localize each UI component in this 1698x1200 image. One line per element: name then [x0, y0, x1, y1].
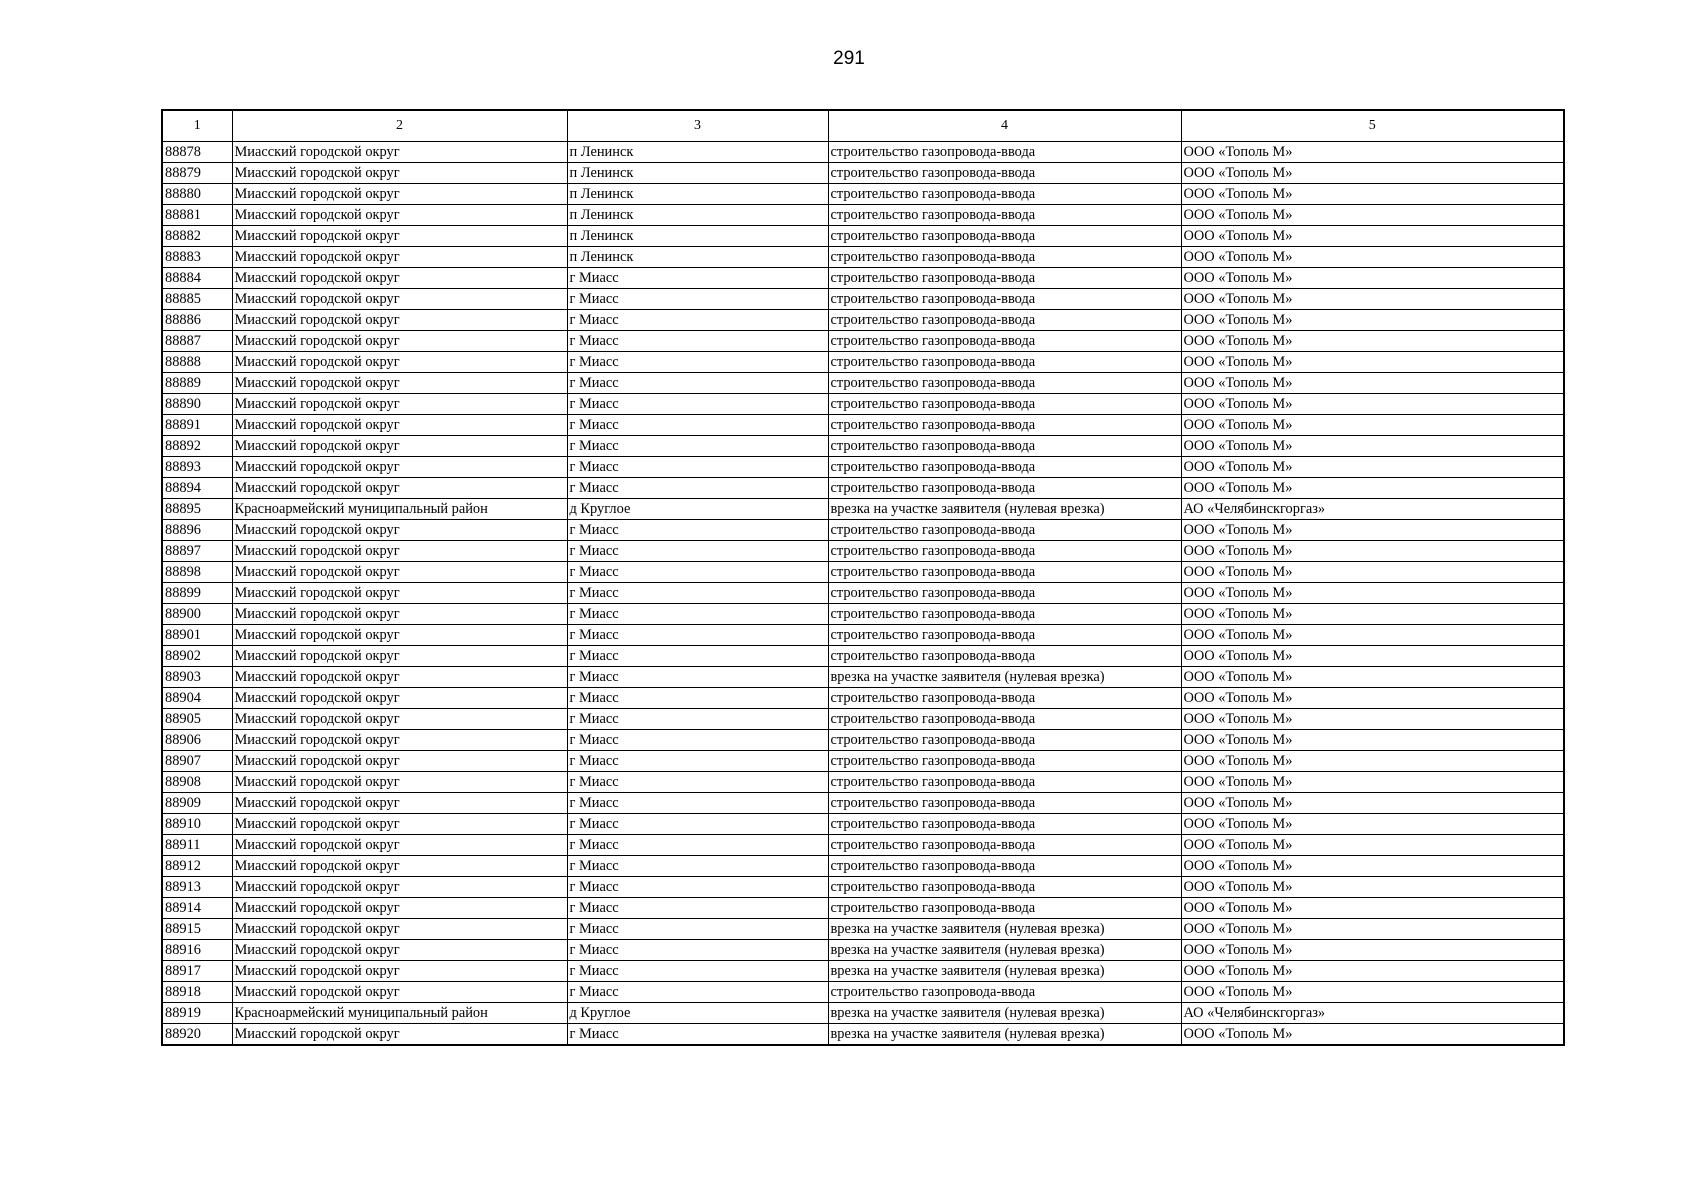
- settlement-cell: д Круглое: [567, 1003, 828, 1024]
- table-row: [162, 667, 1564, 688]
- settlement-cell: г Миасс: [567, 457, 828, 478]
- work-type-cell: врезка на участке заявителя (нулевая врезка): [828, 1024, 1181, 1046]
- table-row: [162, 520, 1564, 541]
- municipality-cell: Миасский городской округ: [232, 205, 567, 226]
- municipality-cell: Миасский городской округ: [232, 856, 567, 877]
- organization-cell: ООО «Тополь М»: [1181, 772, 1564, 793]
- table-row: [162, 184, 1564, 205]
- row-number-cell: 88917: [162, 961, 232, 982]
- settlement-cell: г Миасс: [567, 940, 828, 961]
- row-number-cell: 88886: [162, 310, 232, 331]
- organization-cell: ООО «Тополь М»: [1181, 814, 1564, 835]
- organization-cell: ООО «Тополь М»: [1181, 793, 1564, 814]
- organization-cell: ООО «Тополь М»: [1181, 583, 1564, 604]
- table-row: [162, 940, 1564, 961]
- organization-cell: ООО «Тополь М»: [1181, 310, 1564, 331]
- organization-cell: ООО «Тополь М»: [1181, 541, 1564, 562]
- work-type-cell: строительство газопровода-ввода: [828, 751, 1181, 772]
- organization-cell: ООО «Тополь М»: [1181, 982, 1564, 1003]
- settlement-cell: г Миасс: [567, 898, 828, 919]
- work-type-cell: строительство газопровода-ввода: [828, 520, 1181, 541]
- column-header-3: 3: [567, 110, 828, 142]
- settlement-cell: г Миасс: [567, 814, 828, 835]
- organization-cell: ООО «Тополь М»: [1181, 352, 1564, 373]
- work-type-cell: строительство газопровода-ввода: [828, 814, 1181, 835]
- row-number-cell: 88882: [162, 226, 232, 247]
- municipality-cell: Миасский городской округ: [232, 877, 567, 898]
- settlement-cell: г Миасс: [567, 289, 828, 310]
- municipality-cell: Миасский городской округ: [232, 793, 567, 814]
- organization-cell: ООО «Тополь М»: [1181, 457, 1564, 478]
- municipality-cell: Миасский городской округ: [232, 709, 567, 730]
- data-table: [161, 109, 1565, 1046]
- organization-cell: ООО «Тополь М»: [1181, 835, 1564, 856]
- row-number-cell: 88907: [162, 751, 232, 772]
- organization-cell: ООО «Тополь М»: [1181, 205, 1564, 226]
- table-row: [162, 352, 1564, 373]
- settlement-cell: п Ленинск: [567, 226, 828, 247]
- row-number-cell: 88893: [162, 457, 232, 478]
- work-type-cell: строительство газопровода-ввода: [828, 226, 1181, 247]
- settlement-cell: г Миасс: [567, 352, 828, 373]
- row-number-cell: 88879: [162, 163, 232, 184]
- table-row: [162, 1003, 1564, 1024]
- work-type-cell: строительство газопровода-ввода: [828, 415, 1181, 436]
- work-type-cell: строительство газопровода-ввода: [828, 604, 1181, 625]
- settlement-cell: г Миасс: [567, 478, 828, 499]
- municipality-cell: Миасский городской округ: [232, 898, 567, 919]
- municipality-cell: Миасский городской округ: [232, 436, 567, 457]
- municipality-cell: Миасский городской округ: [232, 415, 567, 436]
- municipality-cell: Миасский городской округ: [232, 772, 567, 793]
- work-type-cell: строительство газопровода-ввода: [828, 625, 1181, 646]
- municipality-cell: Красноармейский муниципальный район: [232, 499, 567, 520]
- row-number-cell: 88915: [162, 919, 232, 940]
- municipality-cell: Красноармейский муниципальный район: [232, 1003, 567, 1024]
- page-number: 291: [833, 48, 865, 69]
- municipality-cell: Миасский городской округ: [232, 751, 567, 772]
- settlement-cell: г Миасс: [567, 415, 828, 436]
- row-number-cell: 88892: [162, 436, 232, 457]
- row-number-cell: 88899: [162, 583, 232, 604]
- table-body: [162, 142, 1564, 1046]
- row-number-cell: 88905: [162, 709, 232, 730]
- organization-cell: АО «Челябинскгоргаз»: [1181, 499, 1564, 520]
- row-number-cell: 88906: [162, 730, 232, 751]
- settlement-cell: г Миасс: [567, 793, 828, 814]
- column-header-4: 4: [828, 110, 1181, 142]
- table-row: [162, 268, 1564, 289]
- work-type-cell: строительство газопровода-ввода: [828, 877, 1181, 898]
- work-type-cell: строительство газопровода-ввода: [828, 982, 1181, 1003]
- organization-cell: ООО «Тополь М»: [1181, 142, 1564, 163]
- municipality-cell: Миасский городской округ: [232, 1024, 567, 1046]
- organization-cell: ООО «Тополь М»: [1181, 163, 1564, 184]
- work-type-cell: строительство газопровода-ввода: [828, 142, 1181, 163]
- table-row: [162, 562, 1564, 583]
- municipality-cell: Миасский городской округ: [232, 667, 567, 688]
- municipality-cell: Миасский городской округ: [232, 268, 567, 289]
- work-type-cell: строительство газопровода-ввода: [828, 184, 1181, 205]
- row-number-cell: 88895: [162, 499, 232, 520]
- row-number-cell: 88880: [162, 184, 232, 205]
- row-number-cell: 88887: [162, 331, 232, 352]
- organization-cell: ООО «Тополь М»: [1181, 919, 1564, 940]
- settlement-cell: г Миасс: [567, 436, 828, 457]
- row-number-cell: 88898: [162, 562, 232, 583]
- table-row: [162, 856, 1564, 877]
- row-number-cell: 88902: [162, 646, 232, 667]
- work-type-cell: строительство газопровода-ввода: [828, 478, 1181, 499]
- organization-cell: ООО «Тополь М»: [1181, 415, 1564, 436]
- organization-cell: ООО «Тополь М»: [1181, 331, 1564, 352]
- table-row: [162, 919, 1564, 940]
- municipality-cell: Миасский городской округ: [232, 289, 567, 310]
- table-row: [162, 478, 1564, 499]
- work-type-cell: строительство газопровода-ввода: [828, 436, 1181, 457]
- row-number-cell: 88878: [162, 142, 232, 163]
- work-type-cell: строительство газопровода-ввода: [828, 772, 1181, 793]
- table-row: [162, 415, 1564, 436]
- row-number-cell: 88908: [162, 772, 232, 793]
- column-header-2: 2: [232, 110, 567, 142]
- row-number-cell: 88914: [162, 898, 232, 919]
- settlement-cell: г Миасс: [567, 709, 828, 730]
- work-type-cell: строительство газопровода-ввода: [828, 709, 1181, 730]
- organization-cell: ООО «Тополь М»: [1181, 520, 1564, 541]
- organization-cell: ООО «Тополь М»: [1181, 961, 1564, 982]
- organization-cell: ООО «Тополь М»: [1181, 394, 1564, 415]
- table-row: [162, 247, 1564, 268]
- municipality-cell: Миасский городской округ: [232, 814, 567, 835]
- organization-cell: ООО «Тополь М»: [1181, 562, 1564, 583]
- work-type-cell: строительство газопровода-ввода: [828, 583, 1181, 604]
- settlement-cell: г Миасс: [567, 730, 828, 751]
- settlement-cell: г Миасс: [567, 562, 828, 583]
- organization-cell: ООО «Тополь М»: [1181, 268, 1564, 289]
- row-number-cell: 88883: [162, 247, 232, 268]
- row-number-cell: 88903: [162, 667, 232, 688]
- settlement-cell: г Миасс: [567, 835, 828, 856]
- settlement-cell: п Ленинск: [567, 163, 828, 184]
- work-type-cell: строительство газопровода-ввода: [828, 373, 1181, 394]
- settlement-cell: г Миасс: [567, 331, 828, 352]
- municipality-cell: Миасский городской округ: [232, 520, 567, 541]
- table-row: [162, 814, 1564, 835]
- organization-cell: ООО «Тополь М»: [1181, 289, 1564, 310]
- municipality-cell: Миасский городской округ: [232, 940, 567, 961]
- municipality-cell: Миасский городской округ: [232, 457, 567, 478]
- table-row: [162, 310, 1564, 331]
- settlement-cell: п Ленинск: [567, 184, 828, 205]
- municipality-cell: Миасский городской округ: [232, 583, 567, 604]
- work-type-cell: строительство газопровода-ввода: [828, 394, 1181, 415]
- table-row: [162, 793, 1564, 814]
- settlement-cell: г Миасс: [567, 646, 828, 667]
- row-number-cell: 88909: [162, 793, 232, 814]
- settlement-cell: г Миасс: [567, 520, 828, 541]
- municipality-cell: Миасский городской округ: [232, 331, 567, 352]
- work-type-cell: строительство газопровода-ввода: [828, 163, 1181, 184]
- municipality-cell: Миасский городской округ: [232, 961, 567, 982]
- table-row: [162, 226, 1564, 247]
- row-number-cell: 88920: [162, 1024, 232, 1046]
- table-row: [162, 163, 1564, 184]
- municipality-cell: Миасский городской округ: [232, 730, 567, 751]
- table-row: [162, 730, 1564, 751]
- row-number-cell: 88900: [162, 604, 232, 625]
- settlement-cell: г Миасс: [567, 394, 828, 415]
- table-row: [162, 583, 1564, 604]
- table-row: [162, 835, 1564, 856]
- work-type-cell: врезка на участке заявителя (нулевая врезка): [828, 961, 1181, 982]
- organization-cell: ООО «Тополь М»: [1181, 667, 1564, 688]
- column-header-1: 1: [162, 110, 232, 142]
- work-type-cell: строительство газопровода-ввода: [828, 730, 1181, 751]
- settlement-cell: д Круглое: [567, 499, 828, 520]
- settlement-cell: г Миасс: [567, 268, 828, 289]
- table-header: [162, 110, 1564, 142]
- row-number-cell: 88890: [162, 394, 232, 415]
- organization-cell: ООО «Тополь М»: [1181, 1024, 1564, 1046]
- organization-cell: ООО «Тополь М»: [1181, 751, 1564, 772]
- work-type-cell: строительство газопровода-ввода: [828, 205, 1181, 226]
- organization-cell: ООО «Тополь М»: [1181, 604, 1564, 625]
- work-type-cell: строительство газопровода-ввода: [828, 688, 1181, 709]
- settlement-cell: г Миасс: [567, 919, 828, 940]
- organization-cell: ООО «Тополь М»: [1181, 877, 1564, 898]
- municipality-cell: Миасский городской округ: [232, 646, 567, 667]
- municipality-cell: Миасский городской округ: [232, 142, 567, 163]
- settlement-cell: г Миасс: [567, 310, 828, 331]
- organization-cell: ООО «Тополь М»: [1181, 646, 1564, 667]
- work-type-cell: строительство газопровода-ввода: [828, 289, 1181, 310]
- work-type-cell: строительство газопровода-ввода: [828, 562, 1181, 583]
- organization-cell: ООО «Тополь М»: [1181, 688, 1564, 709]
- work-type-cell: строительство газопровода-ввода: [828, 268, 1181, 289]
- organization-cell: ООО «Тополь М»: [1181, 436, 1564, 457]
- organization-cell: ООО «Тополь М»: [1181, 625, 1564, 646]
- settlement-cell: г Миасс: [567, 772, 828, 793]
- settlement-cell: г Миасс: [567, 541, 828, 562]
- municipality-cell: Миасский городской округ: [232, 688, 567, 709]
- municipality-cell: Миасский городской округ: [232, 163, 567, 184]
- settlement-cell: г Миасс: [567, 604, 828, 625]
- row-number-cell: 88897: [162, 541, 232, 562]
- row-number-cell: 88919: [162, 1003, 232, 1024]
- row-number-cell: 88881: [162, 205, 232, 226]
- table-row: [162, 436, 1564, 457]
- work-type-cell: строительство газопровода-ввода: [828, 898, 1181, 919]
- work-type-cell: строительство газопровода-ввода: [828, 310, 1181, 331]
- table-row: [162, 646, 1564, 667]
- work-type-cell: врезка на участке заявителя (нулевая врезка): [828, 667, 1181, 688]
- work-type-cell: врезка на участке заявителя (нулевая врезка): [828, 919, 1181, 940]
- work-type-cell: врезка на участке заявителя (нулевая врезка): [828, 1003, 1181, 1024]
- work-type-cell: строительство газопровода-ввода: [828, 856, 1181, 877]
- table-row: [162, 688, 1564, 709]
- table-row: [162, 289, 1564, 310]
- work-type-cell: строительство газопровода-ввода: [828, 646, 1181, 667]
- municipality-cell: Миасский городской округ: [232, 562, 567, 583]
- organization-cell: ООО «Тополь М»: [1181, 247, 1564, 268]
- work-type-cell: строительство газопровода-ввода: [828, 541, 1181, 562]
- settlement-cell: г Миасс: [567, 688, 828, 709]
- work-type-cell: строительство газопровода-ввода: [828, 457, 1181, 478]
- table-row: [162, 142, 1564, 163]
- municipality-cell: Миасский городской округ: [232, 541, 567, 562]
- settlement-cell: п Ленинск: [567, 247, 828, 268]
- municipality-cell: Миасский городской округ: [232, 982, 567, 1003]
- table-row: [162, 898, 1564, 919]
- row-number-cell: 88912: [162, 856, 232, 877]
- table-row: [162, 331, 1564, 352]
- table-row: [162, 877, 1564, 898]
- settlement-cell: г Миасс: [567, 373, 828, 394]
- row-number-cell: 88904: [162, 688, 232, 709]
- table-row: [162, 499, 1564, 520]
- settlement-cell: г Миасс: [567, 856, 828, 877]
- municipality-cell: Миасский городской округ: [232, 247, 567, 268]
- row-number-cell: 88884: [162, 268, 232, 289]
- row-number-cell: 88913: [162, 877, 232, 898]
- work-type-cell: строительство газопровода-ввода: [828, 247, 1181, 268]
- municipality-cell: Миасский городской округ: [232, 310, 567, 331]
- organization-cell: ООО «Тополь М»: [1181, 709, 1564, 730]
- row-number-cell: 88888: [162, 352, 232, 373]
- row-number-cell: 88910: [162, 814, 232, 835]
- municipality-cell: Миасский городской округ: [232, 226, 567, 247]
- organization-cell: ООО «Тополь М»: [1181, 478, 1564, 499]
- row-number-cell: 88885: [162, 289, 232, 310]
- municipality-cell: Миасский городской округ: [232, 394, 567, 415]
- table-row: [162, 457, 1564, 478]
- municipality-cell: Миасский городской округ: [232, 373, 567, 394]
- table-row: [162, 205, 1564, 226]
- table-row: [162, 604, 1564, 625]
- organization-cell: ООО «Тополь М»: [1181, 898, 1564, 919]
- row-number-cell: 88889: [162, 373, 232, 394]
- row-number-cell: 88916: [162, 940, 232, 961]
- settlement-cell: г Миасс: [567, 877, 828, 898]
- settlement-cell: г Миасс: [567, 751, 828, 772]
- table-row: [162, 982, 1564, 1003]
- settlement-cell: г Миасс: [567, 982, 828, 1003]
- work-type-cell: строительство газопровода-ввода: [828, 835, 1181, 856]
- work-type-cell: строительство газопровода-ввода: [828, 331, 1181, 352]
- row-number-cell: 88891: [162, 415, 232, 436]
- table-row: [162, 394, 1564, 415]
- municipality-cell: Миасский городской округ: [232, 352, 567, 373]
- municipality-cell: Миасский городской округ: [232, 625, 567, 646]
- table-row: [162, 1024, 1564, 1046]
- row-number-cell: 88894: [162, 478, 232, 499]
- row-number-cell: 88911: [162, 835, 232, 856]
- settlement-cell: г Миасс: [567, 583, 828, 604]
- settlement-cell: п Ленинск: [567, 205, 828, 226]
- table-row: [162, 772, 1564, 793]
- settlement-cell: п Ленинск: [567, 142, 828, 163]
- table-row: [162, 541, 1564, 562]
- municipality-cell: Миасский городской округ: [232, 835, 567, 856]
- organization-cell: ООО «Тополь М»: [1181, 226, 1564, 247]
- header-row: [162, 110, 1564, 142]
- row-number-cell: 88896: [162, 520, 232, 541]
- municipality-cell: Миасский городской округ: [232, 478, 567, 499]
- municipality-cell: Миасский городской округ: [232, 184, 567, 205]
- organization-cell: ООО «Тополь М»: [1181, 730, 1564, 751]
- work-type-cell: врезка на участке заявителя (нулевая врезка): [828, 499, 1181, 520]
- organization-cell: ООО «Тополь М»: [1181, 856, 1564, 877]
- settlement-cell: г Миасс: [567, 961, 828, 982]
- table-row: [162, 709, 1564, 730]
- organization-cell: АО «Челябинскгоргаз»: [1181, 1003, 1564, 1024]
- work-type-cell: строительство газопровода-ввода: [828, 793, 1181, 814]
- organization-cell: ООО «Тополь М»: [1181, 940, 1564, 961]
- table-row: [162, 751, 1564, 772]
- work-type-cell: врезка на участке заявителя (нулевая врезка): [828, 940, 1181, 961]
- municipality-cell: Миасский городской округ: [232, 919, 567, 940]
- settlement-cell: г Миасс: [567, 1024, 828, 1046]
- column-header-5: 5: [1181, 110, 1564, 142]
- row-number-cell: 88901: [162, 625, 232, 646]
- table-row: [162, 373, 1564, 394]
- settlement-cell: г Миасс: [567, 625, 828, 646]
- organization-cell: ООО «Тополь М»: [1181, 373, 1564, 394]
- work-type-cell: строительство газопровода-ввода: [828, 352, 1181, 373]
- table-row: [162, 961, 1564, 982]
- settlement-cell: г Миасс: [567, 667, 828, 688]
- municipality-cell: Миасский городской округ: [232, 604, 567, 625]
- organization-cell: ООО «Тополь М»: [1181, 184, 1564, 205]
- row-number-cell: 88918: [162, 982, 232, 1003]
- table-row: [162, 625, 1564, 646]
